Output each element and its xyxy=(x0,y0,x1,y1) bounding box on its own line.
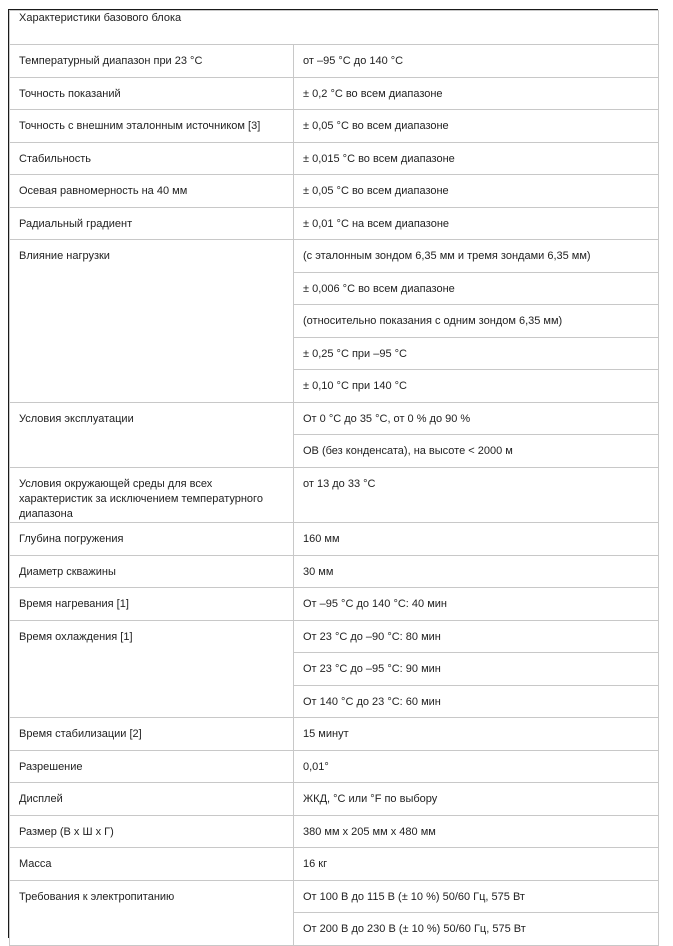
table-row xyxy=(10,523,659,556)
row-value: От 140 °С до 23 °С: 60 мин xyxy=(303,696,441,708)
table-row xyxy=(10,110,659,143)
row-value: От 0 °С до 35 °С, от 0 % до 90 % xyxy=(303,413,471,425)
table-row xyxy=(10,556,659,588)
row-value: от –95 °С до 140 °С xyxy=(303,55,404,67)
row-value: 16 кг xyxy=(303,858,328,870)
table-row xyxy=(10,78,659,110)
row-label: Дисплей xyxy=(19,793,63,805)
row-value: 0,01° xyxy=(303,761,329,773)
row-label: Условия эксплуатации xyxy=(19,413,134,425)
row-value: От 23 °С до –95 °С: 90 мин xyxy=(303,663,441,675)
row-label: Требования к электропитанию xyxy=(19,891,175,903)
row-value: ЖКД, °С или °F по выбору xyxy=(303,793,438,805)
table-row xyxy=(10,881,659,913)
row-value: от 13 до 33 °С xyxy=(303,478,376,490)
table-row xyxy=(10,848,659,881)
table-row xyxy=(10,208,659,240)
table-header-row xyxy=(10,11,659,45)
row-value: ± 0,10 °С при 140 °С xyxy=(303,380,407,392)
table-row xyxy=(10,588,659,621)
row-label: Температурный диапазон при 23 °С xyxy=(19,55,203,67)
table-row xyxy=(10,751,659,783)
row-label: Масса xyxy=(19,858,52,870)
table-row xyxy=(10,175,659,208)
row-value: ± 0,05 °С во всем диапазоне xyxy=(303,185,449,197)
row-label: Точность показаний xyxy=(19,88,121,100)
row-value: ± 0,006 °С во всем диапазоне xyxy=(303,283,455,295)
row-label: Время стабилизации [2] xyxy=(19,728,142,740)
specifications-table xyxy=(9,10,659,946)
row-value: От 200 В до 230 В (± 10 %) 50/60 Гц, 575 Вт xyxy=(303,923,526,935)
row-label: Глубина погружения xyxy=(19,533,124,545)
row-value: ОВ (без конденсата), на высоте < 2000 м xyxy=(303,445,513,457)
row-value: (с эталонным зондом 6,35 мм и тремя зондами 6,35 мм) xyxy=(303,250,591,262)
row-label: Влияние нагрузки xyxy=(19,250,110,262)
table-row xyxy=(10,718,659,751)
row-label: Время охлаждения [1] xyxy=(19,631,133,643)
table-row xyxy=(10,783,659,816)
table-row xyxy=(10,143,659,175)
table-row xyxy=(10,240,659,273)
table-row xyxy=(10,403,659,435)
row-value: ± 0,015 °С во всем диапазоне xyxy=(303,153,455,165)
table-title: Характеристики базового блока xyxy=(10,11,659,45)
table-row xyxy=(10,45,659,78)
table-row xyxy=(10,468,659,523)
row-value: От 23 °С до –90 °С: 80 мин xyxy=(303,631,441,643)
row-value: От 100 В до 115 В (± 10 %) 50/60 Гц, 575 Вт xyxy=(303,891,525,903)
table-row xyxy=(10,816,659,848)
row-label: Диаметр скважины xyxy=(19,566,116,578)
row-value: ± 0,01 °С на всем диапазоне xyxy=(303,218,450,230)
row-label: Точность с внешним эталонным источником [3] xyxy=(19,120,261,132)
row-value: (относительно показания с одним зондом 6,35 мм) xyxy=(303,315,563,327)
row-value: ± 0,05 °С во всем диапазоне xyxy=(303,120,449,132)
row-value: ± 0,2 °С во всем диапазоне xyxy=(303,88,443,100)
row-label: Разрешение xyxy=(19,761,83,773)
row-value: ± 0,25 °С при –95 °С xyxy=(303,348,407,360)
table-row xyxy=(10,621,659,653)
row-value: 160 мм xyxy=(303,533,340,545)
row-label: Осевая равномерность на 40 мм xyxy=(19,185,188,197)
row-label: Условия окружающей среды для всех характеристик за исключением температурного диапазона xyxy=(19,478,263,520)
row-label: Стабильность xyxy=(19,153,92,165)
row-value: 380 мм x 205 мм x 480 мм xyxy=(303,826,436,838)
row-value: 30 мм xyxy=(303,566,334,578)
row-value: От –95 °С до 140 °С: 40 мин xyxy=(303,598,447,610)
row-label: Размер (В x Ш x Г) xyxy=(19,826,114,838)
row-label: Радиальный градиент xyxy=(19,218,133,230)
row-label: Время нагревания [1] xyxy=(19,598,129,610)
row-value: 15 минут xyxy=(303,728,349,740)
